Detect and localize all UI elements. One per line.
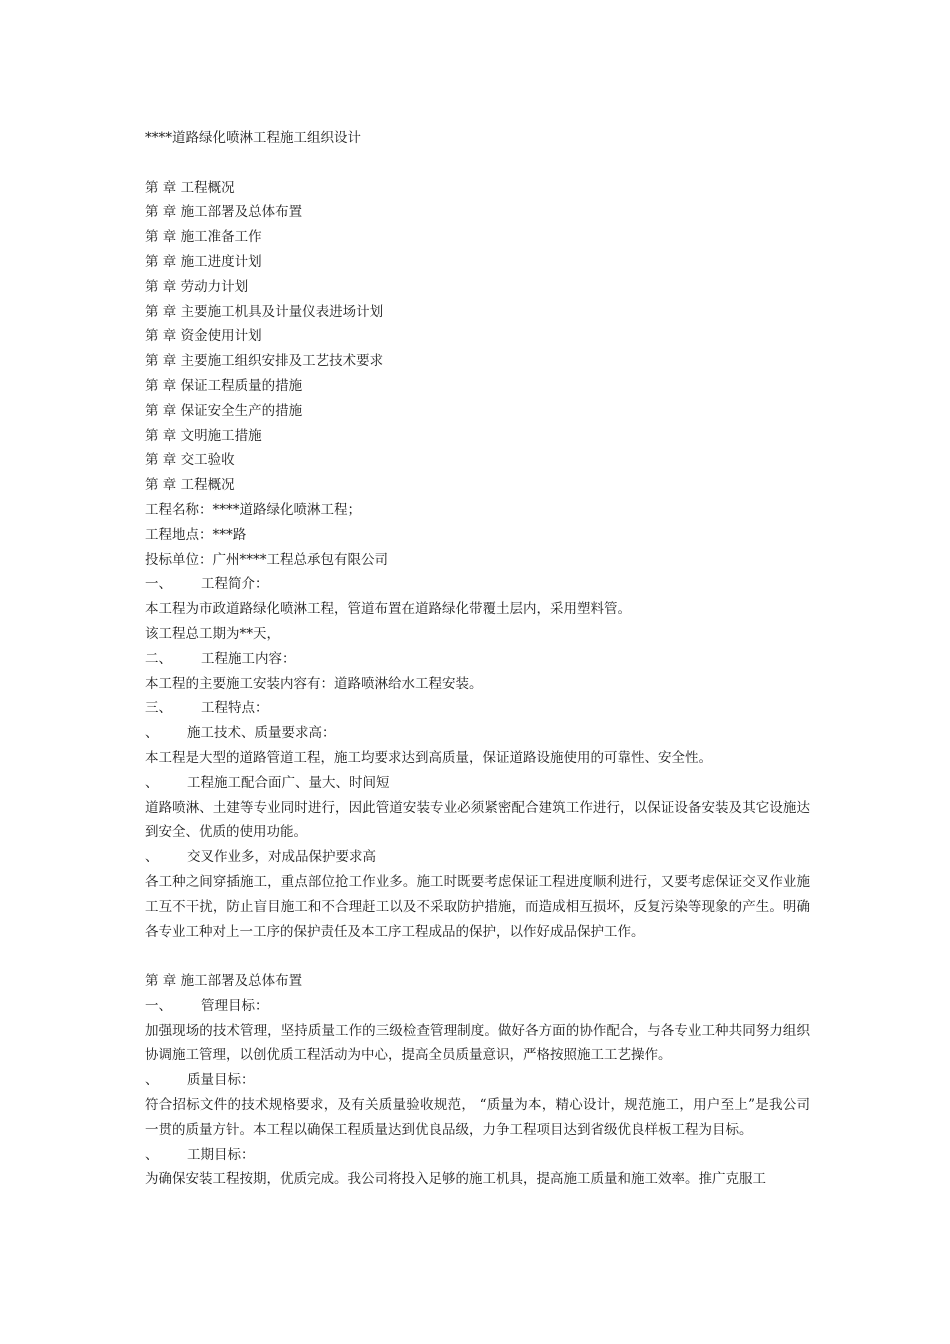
subsection-number: 、 [145, 1072, 159, 1089]
section-number: 一、 [145, 576, 172, 593]
toc-item: 第 章 交工验收 [145, 452, 235, 469]
subsection-title: 工期目标： [187, 1146, 255, 1163]
subsection-title: 质量目标： [187, 1072, 255, 1089]
subsection-number: 、 [145, 849, 159, 866]
section-heading [145, 696, 810, 721]
bidder: 投标单位：广州****工程总承包有限公司 [145, 551, 388, 568]
subsection-heading [145, 771, 810, 796]
spacer [145, 944, 810, 969]
section-heading [145, 572, 810, 597]
paragraph: 该工程总工期为**天， [145, 625, 280, 642]
paragraph: 加强现场的技术管理，坚持质量工作的三级检查管理制度。做好各方面的协作配合，与各专业工种共同努力组织协调施工管理，以创优质工程活动为中心，提高全员质量意识，严格按照施工工艺操作。 [145, 1022, 810, 1064]
project-name: 工程名称：****道路绿化喷淋工程； [145, 501, 361, 518]
paragraph: 本工程的主要施工安装内容有：道路喷淋给水工程安装。 [145, 675, 483, 692]
subsection-title: 交叉作业多，对成品保护要求高 [187, 849, 376, 866]
paragraph: 各工种之间穿插施工，重点部位抢工作业多。施工时既要考虑保证工程进度顺利进行，又要考虑保证交叉作业施工互不干扰，防止盲目施工和不合理赶工以及不采取防护措施，而造成相互损坏，反复污染等现象的产生。明确各专业工种对上一工序的保护责任及本工序工程成品的保护，以作好成品保护工作。 [145, 873, 810, 940]
chapter-1 [145, 473, 810, 944]
toc-item: 第 章 劳动力计划 [145, 278, 249, 295]
toc-item: 第 章 文明施工措施 [145, 427, 262, 444]
chapter-heading: 第 章 施工部署及总体布置 [145, 973, 303, 990]
subsection-heading [145, 721, 810, 746]
toc-item: 第 章 施工准备工作 [145, 229, 262, 246]
subsection-number: 、 [145, 1146, 159, 1163]
section-title: 管理目标： [201, 997, 269, 1014]
toc-item: 第 章 主要施工组织安排及工艺技术要求 [145, 353, 384, 370]
paragraph: 本工程是大型的道路管道工程，施工均要求达到高质量，保证道路设施使用的可靠性、安全性。 [145, 749, 712, 766]
section-title: 工程施工内容： [201, 650, 296, 667]
section-title: 工程特点： [201, 700, 269, 717]
section-heading [145, 994, 810, 1019]
paragraph: 道路喷淋、土建等专业同时进行，因此管道安装专业必须紧密配合建筑工作进行，以保证设备安装及其它设施达到安全、优质的使用功能。 [145, 799, 810, 841]
toc-item: 第 章 施工部署及总体布置 [145, 204, 303, 221]
paragraph: 本工程为市政道路绿化喷淋工程，管道布置在道路绿化带覆土层内，采用塑料管。 [145, 601, 631, 618]
chapter-heading: 第 章 工程概况 [145, 477, 235, 494]
document-title: ****道路绿化喷淋工程施工组织设计 [145, 130, 361, 146]
paragraph: 符合招标文件的技术规格要求，及有关质量验收规范， “质量为本，精心设计，规范施工，用户至上”是我公司一贯的质量方针。本工程以确保工程质量达到优良品级，力争工程项目达到省级优良样板工程为目标。 [145, 1097, 810, 1138]
chapter-2 [145, 969, 810, 1192]
section-number: 三、 [145, 700, 172, 717]
project-location: 工程地点：***路 [145, 526, 247, 543]
spacer [145, 151, 810, 176]
toc-item: 第 章 保证安全生产的措施 [145, 402, 303, 419]
paragraph: 为确保安装工程按期，优质完成。我公司将投入足够的施工机具，提高施工质量和施工效率。推广克服工 [145, 1171, 766, 1188]
section-title: 工程简介： [201, 576, 269, 593]
document-body [145, 126, 810, 1192]
subsection-number: 、 [145, 774, 159, 791]
section-number: 一、 [145, 997, 172, 1014]
section-heading [145, 647, 810, 672]
toc-item: 第 章 保证工程质量的措施 [145, 377, 303, 394]
subsection-number: 、 [145, 725, 159, 742]
subsection-title: 施工技术、质量要求高： [187, 725, 336, 742]
subsection-heading [145, 1143, 810, 1168]
toc-item: 第 章 资金使用计划 [145, 328, 262, 345]
table-of-contents [145, 176, 810, 474]
toc-item: 第 章 工程概况 [145, 179, 235, 196]
section-number: 二、 [145, 650, 172, 667]
subsection-heading [145, 1068, 810, 1093]
toc-item: 第 章 主要施工机具及计量仪表进场计划 [145, 303, 384, 320]
subsection-title: 工程施工配合面广、量大、时间短 [187, 774, 390, 791]
subsection-heading [145, 845, 810, 870]
toc-item: 第 章 施工进度计划 [145, 253, 262, 270]
